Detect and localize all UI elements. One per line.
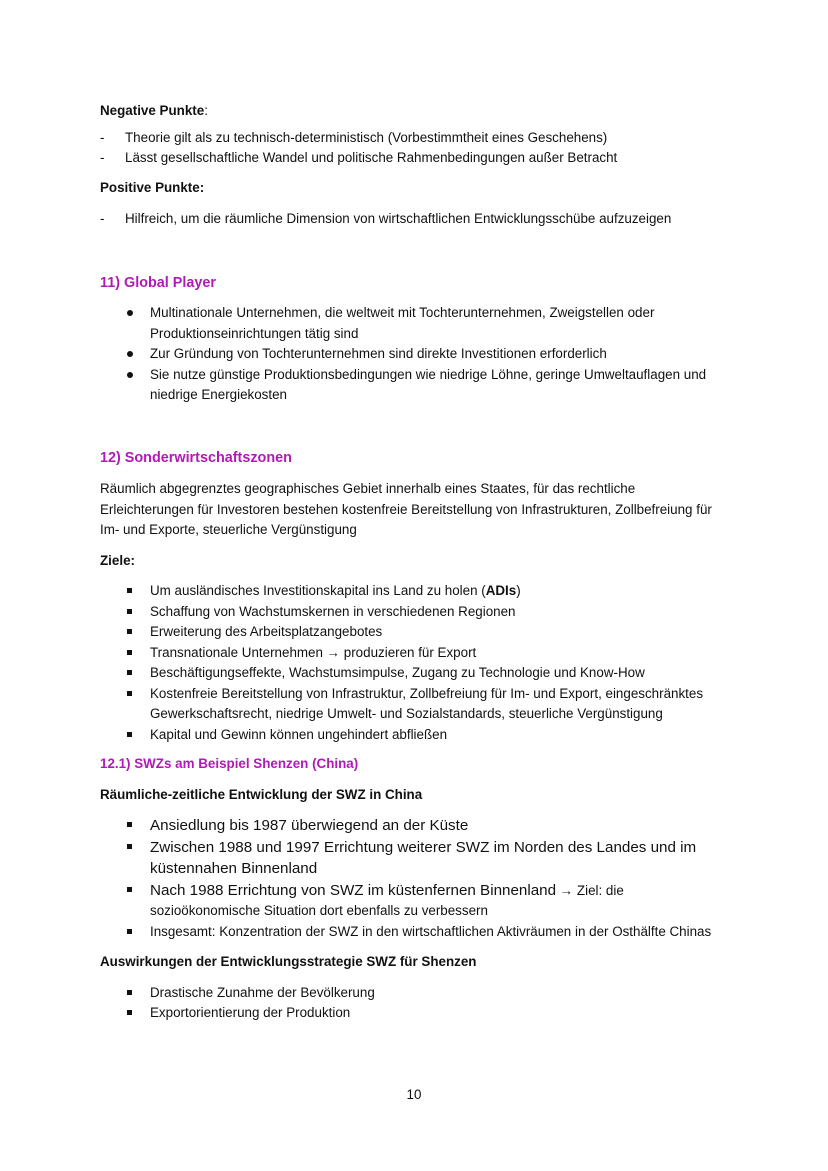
negative-heading-text: Negative Punkte: [100, 103, 205, 118]
list-item: Multinationale Unternehmen, die weltweit mit Tochterunternehmen, Zweigstellen oder Produktionseinrichtungen tätig sind: [125, 303, 728, 344]
list-item: Beschäftigungseffekte, Wachstumsimpulse, Zugang zu Technologie und Know-How: [125, 663, 728, 684]
list-item: Transnationale Unternehmen → produzieren für Export: [125, 643, 728, 664]
list-item: Drastische Zunahme der Bevölkerung: [125, 983, 728, 1004]
page-number: 10: [406, 1087, 422, 1102]
positive-points-list: [100, 209, 728, 230]
list-item: Kostenfreie Bereitstellung von Infrastruktur, Zollbefreiung für Im- und Export, eingeschränktes Gewerkschaftsrecht, niedrige Umwelt- und Sozialstandards, steuerliche Vergünstigung: [125, 684, 728, 725]
swz-definition: Räumlich abgegrenztes geographisches Gebiet innerhalb eines Staates, für das rechtliche Erleichterungen für Investoren bestehen kostenfreie Bereitstellung von Infrastrukturen, Zollbefreiung für Im- und Exporte, steuerliche Vergünstigung: [100, 481, 712, 537]
positive-points-heading: Positive Punkte:: [100, 179, 205, 195]
global-player-list: [100, 303, 728, 406]
section-heading-swz: 12) Sonderwirtschaftszonen: [100, 449, 292, 466]
negative-points-heading: [100, 101, 728, 122]
dev-item-small-text: → Ziel: die sozioökonomische Situation dort ebenfalls zu verbessern: [150, 882, 624, 918]
list-item: Ansiedlung bis 1987 überwiegend an der Küste: [125, 815, 728, 837]
list-item: - Lässt gesellschaftliche Wandel und politische Rahmenbedingungen außer Betracht: [100, 148, 728, 169]
list-item: - Hilfreich, um die räumliche Dimension von wirtschaftlichen Entwicklungsschübe aufzuzeigen: [100, 209, 728, 230]
list-item: [125, 581, 728, 602]
negative-heading-colon: :: [204, 103, 208, 118]
list-item: Sie nutze günstige Produktionsbedingungen wie niedrige Löhne, geringe Umweltauflagen und niedrige Energiekosten: [125, 365, 728, 406]
list-item: [125, 880, 728, 922]
list-item: Zwischen 1988 und 1997 Errichtung weiterer SWZ im Norden des Landes und im küstennahen Binnenland: [125, 837, 728, 880]
list-item: Erweiterung des Arbeitsplatzangebotes: [125, 622, 728, 643]
list-item: Schaffung von Wachstumskernen in verschiedenen Regionen: [125, 602, 728, 623]
list-item: Insgesamt: Konzentration der SWZ in den wirtschaftlichen Aktivräumen in der Osthälfte Chinas: [125, 922, 728, 943]
goals-list: [100, 581, 728, 745]
list-item: Kapital und Gewinn können ungehindert abfließen: [125, 725, 728, 746]
dev-item-large-text: Nach 1988 Errichtung von SWZ im küstenfernen Binnenland: [150, 881, 557, 899]
list-item: - Theorie gilt als zu technisch-deterministisch (Vorbestimmtheit eines Geschehens): [100, 128, 728, 149]
goals-heading: Ziele:: [100, 552, 135, 568]
subsection-heading-shenzen: 12.1) SWZs am Beispiel Shenzen (China): [100, 756, 359, 771]
list-item: Exportorientierung der Produktion: [125, 1003, 728, 1024]
goal-abbrev: ADIs: [485, 583, 517, 598]
goal-text-end: ): [516, 583, 521, 598]
section-heading-global-player: 11) Global Player: [100, 274, 216, 291]
development-list: [100, 815, 728, 942]
goal-text: Um ausländisches Investitionskapital ins Land zu holen (: [150, 583, 486, 598]
development-heading: Räumliche-zeitliche Entwicklung der SWZ in China: [100, 786, 423, 802]
negative-points-list: [100, 128, 728, 169]
impact-list: [100, 983, 728, 1024]
impact-heading: Auswirkungen der Entwicklungsstrategie SWZ für Shenzen: [100, 954, 477, 969]
list-item: Zur Gründung von Tochterunternehmen sind direkte Investitionen erforderlich: [125, 344, 728, 365]
